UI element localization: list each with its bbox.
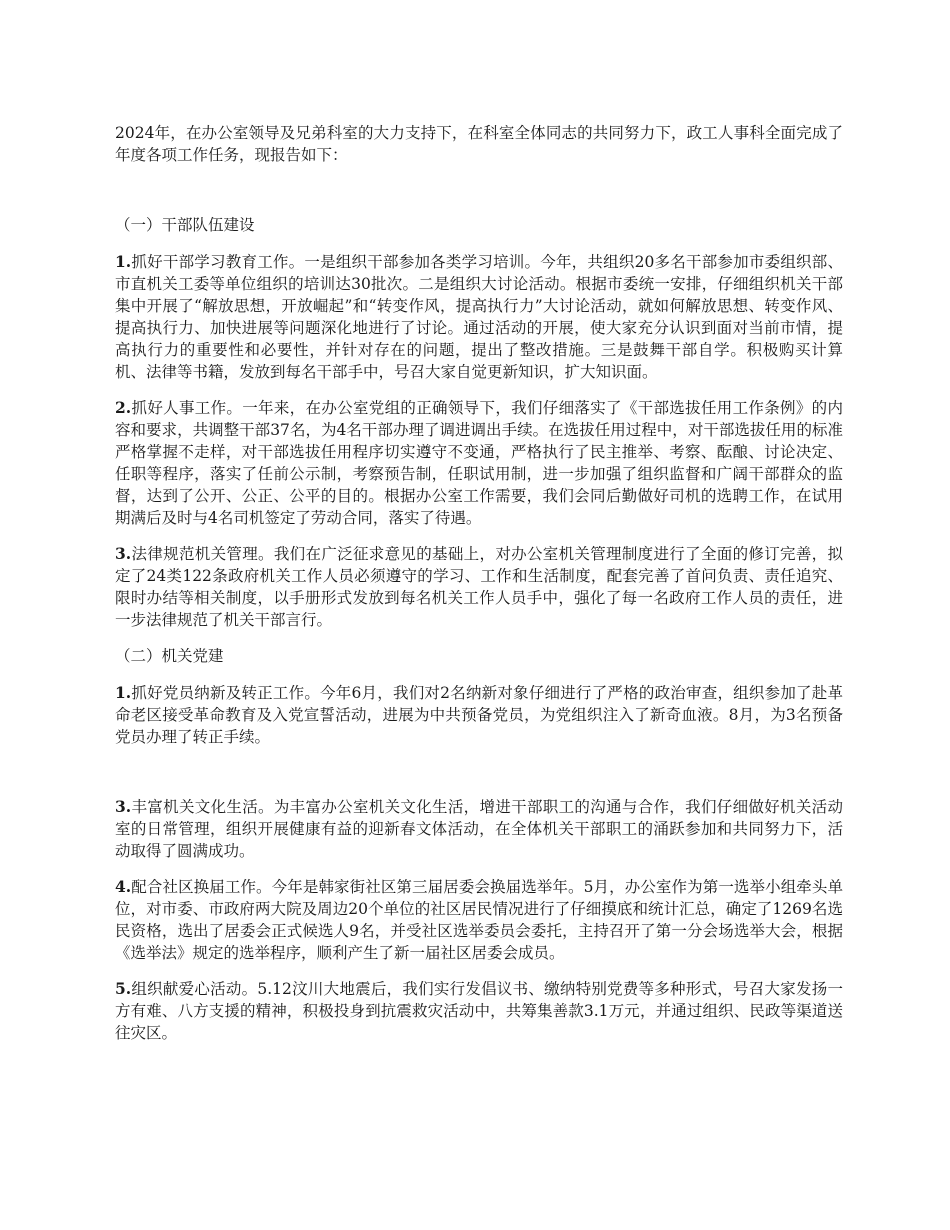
item-text: 配合社区换届工作。今年是韩家街社区第三届居委会换届选举年。5月，办公室作为第一选举小组牵头单位，对市委、市政府两大院及周边20个单位的社区居民情况进行了仔细摸底和统计汇总，确定了1269名选民资格，选出了居委会正式候选人9名，并受社区选举委员会委托，主持召开了第一分会场选举大会，根据《选举法》规定的选举程序，顺利产生了新一届社区居委会成员。 (115, 878, 843, 962)
item-number: 4. (115, 877, 132, 896)
item-number: 5. (115, 979, 132, 998)
item-number: 1. (115, 683, 132, 702)
item-text: 组织献爱心活动。5.12汶川大地震后，我们实行发倡议书、缴纳特别党费等多种形式，号召大家发扬一方有难、八方支援的精神，积极投身到抗震救灾活动中，共筹集善款3.1万元，并通过组织、民政等渠道送往灾区。 (115, 980, 843, 1042)
paragraph (115, 251, 843, 383)
section-heading-party: （二）机关党建 (115, 647, 224, 665)
item-text: 抓好干部学习教育工作。一是组织干部参加各类学习培训。今年，共组织20多名干部参加市委组织部、市直机关工委等单位组织的培训达30批次。二是组织大讨论活动。根据市委统一安排，仔细组织机关干部集中开展了“解放思想，开放崛起”和“转变作风，提高执行力”大讨论活动，就如何解放思想、转变作风、提高执行力、加快进展等问题深化地进行了讨论。通过活动的开展，使大家充分认识到面对当前市情，提高执行力的重要性和必要性，并针对存在的问题，提出了整改措施。三是鼓舞干部自学。积极购买计算机、法律等书籍，发放到每名干部手中，号召大家自觉更新知识，扩大知识面。 (115, 253, 843, 381)
item-number: 1. (115, 252, 132, 271)
item-number: 3. (115, 797, 132, 816)
section-heading-cadre: （一）干部队伍建设 (115, 216, 255, 234)
paragraph (115, 397, 843, 529)
intro-paragraph: 2024年，在办公室领导及兄弟科室的大力支持下，在科室全体同志的共同努力下，政工人事科全面完成了年度各项工作任务，现报告如下： (115, 124, 843, 164)
paragraph (115, 543, 843, 631)
item-text: 法律规范机关管理。我们在广泛征求意见的基础上，对办公室机关管理制度进行了全面的修订完善，拟定了24类122条政府机关工作人员必须遵守的学习、工作和生活制度，配套完善了首问负责、责任追究、限时办结等相关制度，以手册形式发放到每名机关工作人员手中，强化了每一名政府工作人员的责任，进一步法律规范了机关干部言行。 (115, 545, 843, 629)
item-text: 抓好党员纳新及转正工作。今年6月，我们对2名纳新对象仔细进行了严格的政治审查，组织参加了赴革命老区接受革命教育及入党宣誓活动，进展为中共预备党员，为党组织注入了新奇血液。8月，为3名预备党员办理了转正手续。 (115, 684, 843, 746)
paragraph (115, 796, 843, 862)
item-number: 2. (115, 398, 132, 417)
document-body (115, 122, 843, 1058)
paragraph (115, 876, 843, 964)
paragraph (115, 978, 843, 1044)
item-text: 抓好人事工作。一年来，在办公室党组的正确领导下，我们仔细落实了《干部选拔任用工作条例》的内容和要求，共调整干部37名，为4名干部办理了调进调出手续。在选拔任用过程中，对干部选拔任用的标准严格掌握不走样，对干部选拔任用程序切实遵守不变通，严格执行了民主推举、考察、酝酿、讨论决定、任职等程序，落实了任前公示制，考察预告制，任职试用制，进一步加强了组织监督和广阔干部群众的监督，达到了公开、公正、公平的目的。根据办公室工作需要，我们会同后勤做好司机的选聘工作，在试用期满后及时与4名司机签定了劳动合同，落实了待遇。 (115, 399, 843, 527)
item-number: 3. (115, 544, 132, 563)
paragraph (115, 682, 843, 748)
item-text: 丰富机关文化生活。为丰富办公室机关文化生活，增进干部职工的沟通与合作，我们仔细做好机关活动室的日常管理，组织开展健康有益的迎新春文体活动，在全体机关干部职工的涌跃参加和共同努力下，活动取得了圆满成功。 (115, 798, 843, 860)
